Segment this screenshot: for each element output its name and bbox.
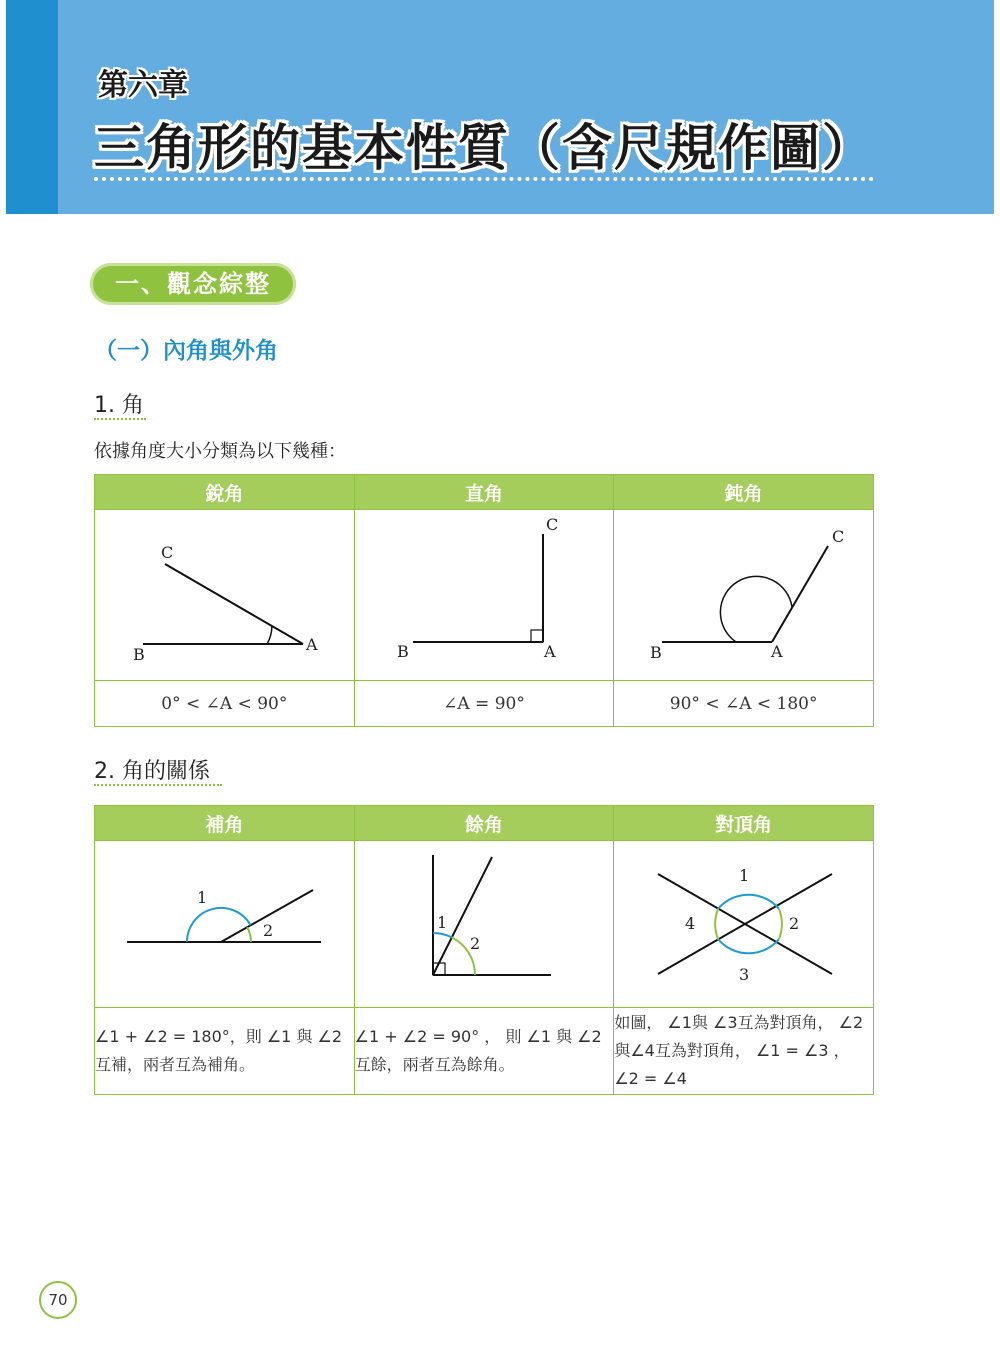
chapter-number: 第六章 xyxy=(98,68,188,103)
obtuse-angle-figure xyxy=(614,510,874,681)
point-c-label: C xyxy=(545,515,558,534)
angle-1-label: 1 xyxy=(197,888,208,907)
chapter-header xyxy=(6,0,994,214)
relations-heading: 2. 角的關係 xyxy=(94,759,210,784)
header-vertical: 對頂角 xyxy=(614,806,874,841)
point-c-label: C xyxy=(832,527,845,546)
header-accent-strip xyxy=(6,0,58,214)
vertical-angles-figure xyxy=(614,841,874,1008)
supplementary-description: ∠1 + ∠2 = 180°，則 ∠1 與 ∠2互補，兩者互為補角。 xyxy=(95,1008,355,1095)
point-b-label: B xyxy=(650,643,663,662)
relations-heading-underline xyxy=(94,784,222,786)
acute-angle-figure xyxy=(95,510,355,681)
section-label: 一、觀念綜整 xyxy=(90,263,296,305)
acute-formula: 0° < ∠A < 90° xyxy=(95,681,355,727)
complementary-description: ∠1 + ∠2 = 90° ， 則 ∠1 與 ∠2互餘，兩者互為餘角。 xyxy=(354,1008,614,1095)
angle-types-table xyxy=(94,474,874,727)
header-complementary: 餘角 xyxy=(354,806,614,841)
point-a-label: A xyxy=(771,642,783,661)
header-supplementary: 補角 xyxy=(95,806,355,841)
angles-intro: 依據角度大小分類為以下幾種： xyxy=(94,441,346,462)
angle-1-label: 1 xyxy=(739,866,750,885)
supplementary-figure xyxy=(95,841,355,1008)
point-c-label: C xyxy=(161,543,174,562)
angle-2-label: 2 xyxy=(469,934,480,953)
vertical-description: 如圖， ∠1與 ∠3互為對頂角， ∠2與∠4互為對頂角， ∠1 = ∠3 ， ∠2 = ∠4 xyxy=(614,1008,874,1095)
point-a-label: A xyxy=(306,635,318,654)
right-formula: ∠A = 90° xyxy=(354,681,614,727)
header-obtuse: 鈍角 xyxy=(614,475,874,510)
angle-relations-table xyxy=(94,805,874,1095)
point-b-label: B xyxy=(396,642,409,661)
header-right: 直角 xyxy=(354,475,614,510)
angle-3-label: 3 xyxy=(739,965,750,984)
subsection-title: （一）內角與外角 xyxy=(94,338,278,364)
point-a-label: A xyxy=(543,642,556,661)
header-acute: 銳角 xyxy=(95,475,355,510)
angles-heading-underline xyxy=(94,418,146,420)
page-number: 70 xyxy=(39,1281,77,1319)
angles-heading: 1. 角 xyxy=(94,393,144,418)
obtuse-formula: 90° < ∠A < 180° xyxy=(614,681,874,727)
angle-2-label: 2 xyxy=(789,914,800,933)
point-b-label: B xyxy=(133,645,145,664)
complementary-figure xyxy=(354,841,614,1008)
angle-1-label: 1 xyxy=(436,913,447,932)
header-dotted-divider xyxy=(94,177,874,181)
chapter-title: 三角形的基本性質（含尺規作圖） xyxy=(94,119,874,177)
right-angle-figure xyxy=(354,510,614,681)
angle-4-label: 4 xyxy=(685,914,696,933)
angle-2-label: 2 xyxy=(263,921,274,940)
